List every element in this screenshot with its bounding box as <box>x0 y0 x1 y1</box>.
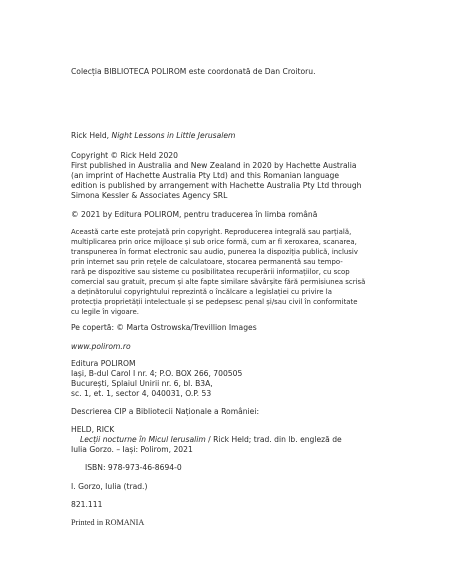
copyright-line-3: (an imprint of Hachette Australia Pty Ltd) and this Romanian language <box>71 171 340 180</box>
publisher-website: www.polirom.ro <box>71 342 131 351</box>
legal-notice-line-5: rară pe dispozitive sau sisteme cu posibilitatea recuperării informațiilor, cu scop <box>71 268 350 276</box>
cip-title-rest: / Rick Held; trad. din lb. engleză de <box>205 435 342 444</box>
original-title: Night Lessons in Little Jerusalem <box>111 131 236 140</box>
cover-credit: Pe copertă: © Marta Ostrowska/Trevillion Images <box>71 323 257 332</box>
copyright-line-5: Simona Kessler & Associates Agency SRL <box>71 191 228 200</box>
isbn: ISBN: 978-973-46-8694-0 <box>85 463 182 472</box>
cip-author: HELD, RICK <box>71 425 115 434</box>
translation-copyright: © 2021 by Editura POLIROM, pentru traducerea în limba română <box>71 210 318 219</box>
legal-notice-line-7: a deținătorului copyrightului reprezintă o încălcare a legislației cu privire la <box>71 288 332 296</box>
copyright-line-2: First published in Australia and New Zealand in 2020 by Hachette Australia <box>71 161 357 170</box>
cip-title-line <box>80 435 342 445</box>
publisher-address-3: sc. 1, et. 1, sector 4, 040031, O.P. 53 <box>71 389 212 398</box>
legal-notice-line-1: Această carte este protejată prin copyright. Reproducerea integrală sau parțială, <box>71 228 352 236</box>
publisher-address-1: Iași, B-dul Carol I nr. 4; P.O. BOX 266, 700505 <box>71 369 243 378</box>
original-work-line <box>71 131 235 141</box>
printed-in: Printed in ROMANIA <box>71 518 145 527</box>
legal-notice-line-4: prin internet sau prin rețele de calculatoare, stocarea permanentă sau tempo- <box>71 258 343 266</box>
legal-notice-line-9: cu legile în vigoare. <box>71 308 139 316</box>
legal-notice-line-8: protecția proprietății intelectuale și se pedepsesc penal și/sau civil în conformitate <box>71 298 358 306</box>
legal-notice-line-3: transpunerea în format electronic sau audio, punerea la dispoziția publică, inclusiv <box>71 248 358 256</box>
publisher-address-2: București, Splaiul Unirii nr. 6, bl. B3A, <box>71 379 213 388</box>
original-author: Rick Held, <box>71 131 112 140</box>
cip-heading: Descrierea CIP a Bibliotecii Naționale a României: <box>71 407 260 416</box>
classification-number: 821.111 <box>71 500 103 509</box>
translator-entry: I. Gorzo, Iulia (trad.) <box>71 482 148 491</box>
publisher-name: Editura POLIROM <box>71 359 136 368</box>
cip-translator-line: Iulia Gorzo. – Iași: Polirom, 2021 <box>71 445 193 454</box>
copyright-line-4: edition is published by arrangement with Hachette Australia Pty Ltd through <box>71 181 362 190</box>
legal-notice-line-2: multiplicarea prin orice mijloace și sub orice formă, cum ar fi xeroxarea, scanarea, <box>71 238 357 246</box>
legal-notice-line-6: comercial sau gratuit, precum și alte fapte similare săvârșite fără permisiunea scrisă <box>71 278 366 286</box>
series-coordinator-line: Colecția BIBLIOTECA POLIROM este coordonată de Dan Croitoru. <box>71 67 316 76</box>
copyright-line-1: Copyright © Rick Held 2020 <box>71 151 178 160</box>
cip-title: Lecții nocturne în Micul Ierusalim <box>80 435 206 444</box>
